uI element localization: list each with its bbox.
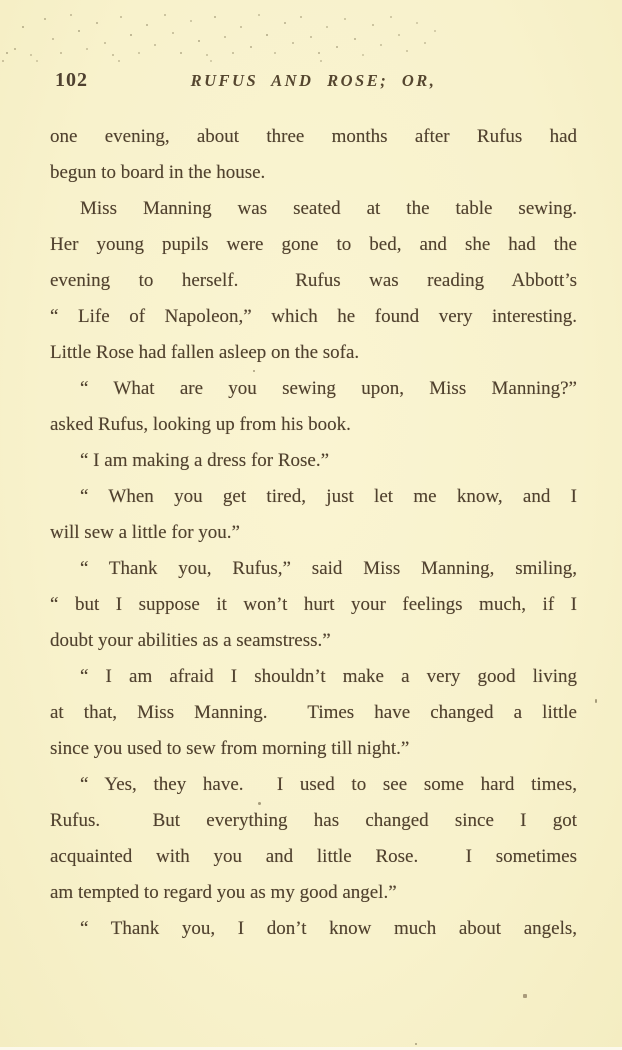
text-line: “ I am making a dress for Rose.” (80, 450, 330, 471)
text-line: doubt your abilities as a seamstress.” (50, 630, 331, 651)
paragraph (50, 659, 577, 767)
body-text (50, 119, 577, 947)
paragraph (50, 119, 577, 191)
paper-speck (253, 370, 255, 372)
paper-speck (258, 802, 261, 805)
paper-speck (595, 699, 597, 703)
text-line: begun to board in the house. (50, 162, 266, 183)
paper-speck (415, 1043, 417, 1045)
paper-speck (523, 994, 527, 998)
text-line: “ What are you sewing upon, Miss Manning?” (80, 378, 577, 399)
text-line: evening to herself. Rufus was reading Abbott’s (50, 270, 577, 291)
text-line: Rufus. But everything has changed since I got (50, 810, 577, 831)
paragraph (50, 479, 577, 551)
text-line: Miss Manning was seated at the table sewing. (80, 198, 577, 219)
text-line: “ Thank you, Rufus,” said Miss Manning, smiling, (80, 558, 577, 579)
page-header (50, 68, 577, 96)
text-line: Little Rose had fallen asleep on the sofa. (50, 342, 360, 363)
text-line: “ Thank you, I don’t know much about angels, (80, 918, 577, 939)
text-line: will sew a little for you.” (50, 522, 240, 543)
text-line: asked Rufus, looking up from his book. (50, 414, 351, 435)
text-line: “ Yes, they have. I used to see some hard times, (80, 774, 577, 795)
paragraph (50, 443, 577, 479)
text-line: Her young pupils were gone to bed, and she had the (50, 234, 577, 255)
text-line: “ When you get tired, just let me know, and I (80, 486, 577, 507)
ink-bleed-through-artifact (0, 8, 460, 62)
paragraph (50, 767, 577, 911)
page-number: 102 (55, 69, 88, 91)
paragraph (50, 551, 577, 659)
text-line: acquainted with you and little Rose. I sometimes (50, 846, 577, 867)
paragraph (50, 911, 577, 947)
text-line: “ I am afraid I shouldn’t make a very good living (80, 666, 577, 687)
paragraph (50, 191, 577, 371)
text-line: at that, Miss Manning. Times have changed a little (50, 702, 577, 723)
text-line: since you used to sew from morning till night.” (50, 738, 410, 759)
text-line: one evening, about three months after Rufus had (50, 126, 577, 147)
running-header-title: RUFUS AND ROSE; OR, (190, 71, 437, 90)
paragraph (50, 371, 577, 443)
text-line: am tempted to regard you as my good angel.” (50, 882, 397, 903)
text-line: “ but I suppose it won’t hurt your feelings much, if I (50, 594, 577, 615)
text-line: “ Life of Napoleon,” which he found very interesting. (50, 306, 577, 327)
